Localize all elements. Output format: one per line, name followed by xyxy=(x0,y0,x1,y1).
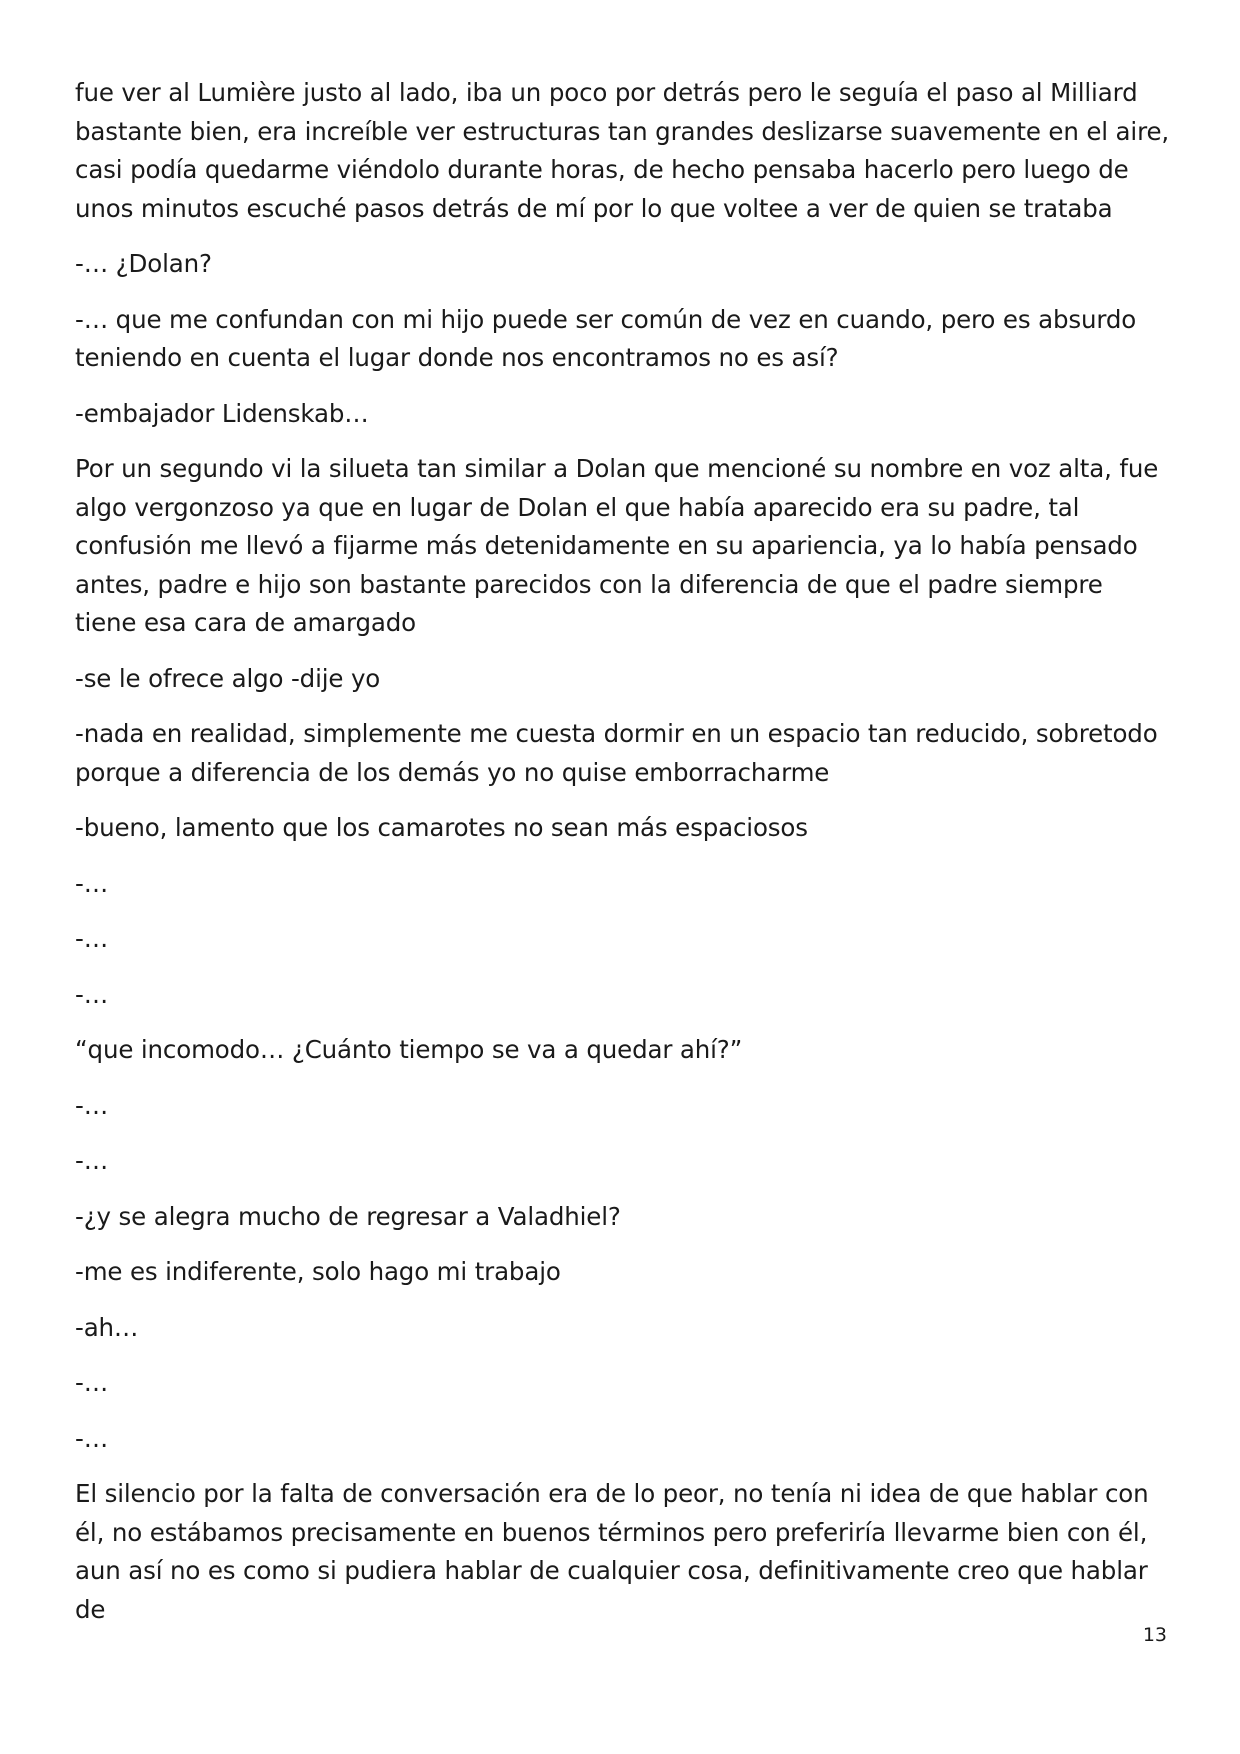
paragraph: -bueno, lamento que los camarotes no sean más espaciosos xyxy=(75,813,808,842)
paragraph: -¿y se alegra mucho de regresar a Valadhiel? xyxy=(75,1201,621,1231)
paragraph: Por un segundo vi la silueta tan similar a Dolan que mencioné su nombre en voz alta, fue algo vergonzoso ya que en lugar de Dolan el que había aparecido era su padre, tal confusión me llevó a fijarme más detenidamente en su apariencia, ya lo había pensado antes, padre e hijo son bastante parecidos con la diferencia de que el padre siempre tiene esa cara de amargado xyxy=(75,454,1159,637)
paragraph: -… xyxy=(75,979,109,1009)
paragraph: -… ¿Dolan? xyxy=(75,249,212,278)
paragraph: -… xyxy=(75,924,109,953)
paragraph: fue ver al Lumière justo al lado, iba un poco por detrás pero le seguía el paso al Milliard bastante bien, era increíble ver estructuras tan grandes deslizarse suavemente en el aire, casi podía quedarme viéndolo durante horas, de hecho pensaba hacerlo pero luego de unos minutos escuché pasos detrás de mí por lo que voltee a ver de quien se trataba xyxy=(75,78,1170,223)
paragraph: -… xyxy=(75,868,109,898)
page-number: 13 xyxy=(1142,1624,1167,1646)
paragraph: -se le ofrece algo -dije yo xyxy=(75,663,381,693)
paragraph: -ah… xyxy=(75,1312,139,1342)
paragraph: -embajador Lidenskab… xyxy=(75,398,369,428)
paragraph: -… que me confundan con mi hijo puede ser común de vez en cuando, pero es absurdo teniendo en cuenta el lugar donde nos encontramos no es así? xyxy=(75,304,1137,372)
paragraph: -… xyxy=(75,1090,109,1120)
paragraph: “que incomodo… ¿Cuánto tiempo se va a quedar ahí?” xyxy=(75,1035,743,1064)
paragraph: -nada en realidad, simplemente me cuesta dormir en un espacio tan reducido, sobretodo porque a diferencia de los demás yo no quise emborracharme xyxy=(75,719,1158,787)
paragraph: -me es indiferente, solo hago mi trabajo xyxy=(75,1257,561,1286)
paragraph: -… xyxy=(75,1146,109,1175)
paragraph: -… xyxy=(75,1423,109,1453)
paragraph: El silencio por la falta de conversación era de lo peor, no tenía ni idea de que hablar con él, no estábamos precisamente en buenos términos pero preferiría llevarme bien con él, aun así no es como si pudiera hablar de cualquier cosa, definitivamente creo que hablar de xyxy=(75,1479,1149,1624)
paragraph: -… xyxy=(75,1368,109,1397)
body-text xyxy=(75,74,1170,1646)
